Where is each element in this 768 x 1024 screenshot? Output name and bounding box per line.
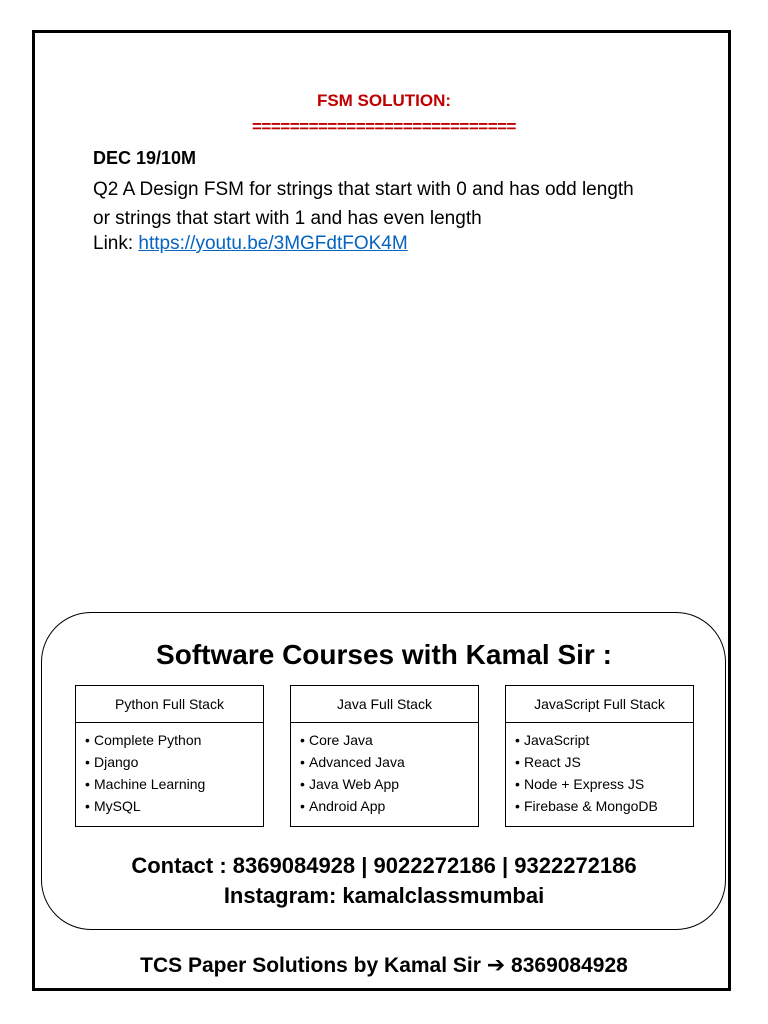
bullet-icon: • <box>515 776 520 792</box>
course-card-title: Python Full Stack <box>76 686 263 723</box>
course-card-java <box>290 685 479 827</box>
course-item: • Node + Express JS <box>515 773 693 795</box>
course-item: • Android App <box>300 795 478 817</box>
bullet-icon: • <box>515 754 520 770</box>
course-item: • Django <box>85 751 263 773</box>
footer <box>0 952 768 978</box>
course-item: • Core Java <box>300 729 478 751</box>
bullet-icon: • <box>85 776 90 792</box>
course-item: • Advanced Java <box>300 751 478 773</box>
instagram-handle: Instagram: kamalclassmumbai <box>223 883 545 908</box>
contact-numbers: Contact : 8369084928 | 9022272186 | 9322272186 <box>131 853 637 878</box>
bullet-icon: • <box>515 732 520 748</box>
course-card-python <box>75 685 264 827</box>
bullet-icon: • <box>515 798 520 814</box>
course-item: • MySQL <box>85 795 263 817</box>
course-item: • Complete Python <box>85 729 263 751</box>
course-item: • Java Web App <box>300 773 478 795</box>
page-title: FSM SOLUTION: <box>316 91 452 110</box>
bullet-icon: • <box>300 732 305 748</box>
link-prefix: Link: <box>93 233 139 254</box>
footer-phone: 8369084928 <box>511 954 628 977</box>
question-text: Q2 A Design FSM for strings that start with 0 and has odd length or strings that start with 1 and has even length <box>93 179 634 229</box>
bullet-icon: • <box>85 798 90 814</box>
video-link[interactable]: https://youtu.be/3MGFdtFOK4M <box>138 233 408 254</box>
course-card-title: JavaScript Full Stack <box>506 686 693 723</box>
bullet-icon: • <box>85 732 90 748</box>
title-separator: ============================ <box>252 117 516 136</box>
bullet-icon: • <box>300 776 305 792</box>
course-item: • Machine Learning <box>85 773 263 795</box>
course-item: • Firebase & MongoDB <box>515 795 693 817</box>
link-line <box>93 233 408 255</box>
bullet-icon: • <box>85 754 90 770</box>
courses-title: Software Courses with Kamal Sir : <box>156 639 612 670</box>
course-card-javascript <box>505 685 694 827</box>
footer-text: TCS Paper Solutions by Kamal Sir <box>140 954 481 977</box>
bullet-icon: • <box>300 798 305 814</box>
right-arrow-icon: ➔ <box>486 952 506 977</box>
course-item: • React JS <box>515 751 693 773</box>
course-item: • JavaScript <box>515 729 693 751</box>
course-card-title: Java Full Stack <box>291 686 478 723</box>
bullet-icon: • <box>300 754 305 770</box>
exam-date-label: DEC 19/10M <box>93 148 197 168</box>
